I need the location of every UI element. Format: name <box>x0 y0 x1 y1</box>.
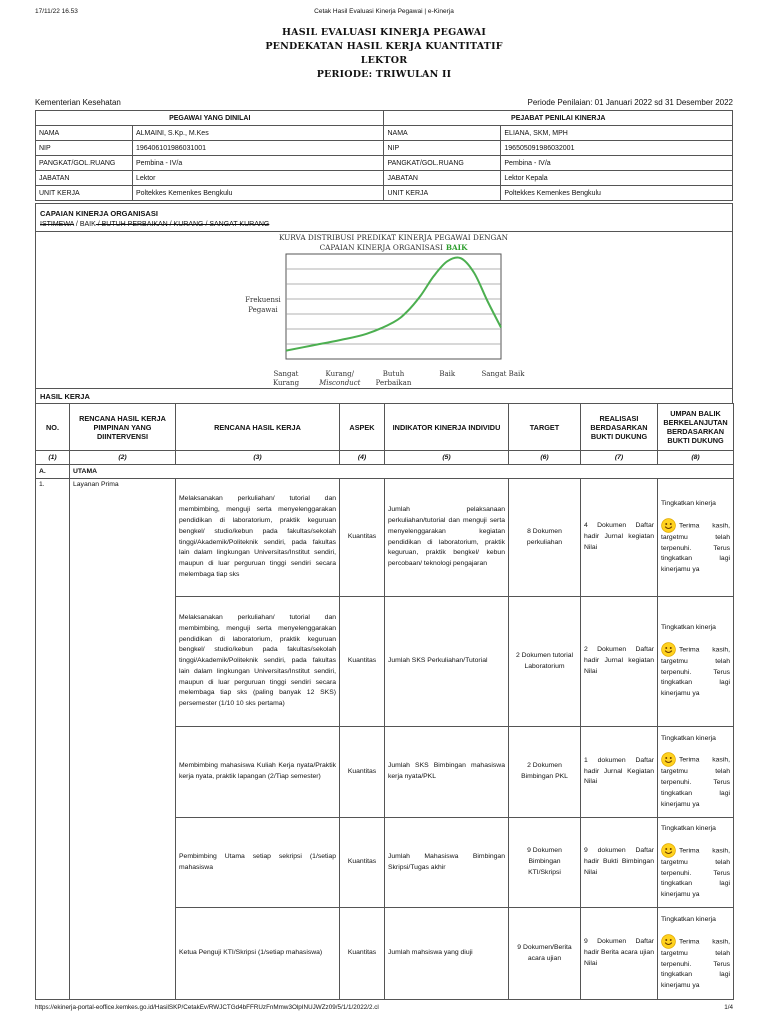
table-row <box>36 479 734 597</box>
title-line-3: LEKTOR <box>360 55 408 66</box>
pejabat-label: JABATAN <box>384 171 501 186</box>
realisasi: 1 dokumen Daftar hadir Jurnal Kegiatan Nilai <box>581 727 658 818</box>
x-tick-label: Butuh <box>382 370 405 378</box>
col-header: NO. <box>36 404 70 451</box>
feedback-line: Tingkatkan kinerja <box>661 734 716 742</box>
col-header: RENCANA HASIL KERJA PIMPINAN YANG DIINTERVENSI <box>70 404 176 451</box>
feedback-line: Tingkatkan kinerja <box>661 624 716 631</box>
section-row <box>36 465 734 479</box>
col-index: (7) <box>581 451 658 465</box>
capaian-kinerja-organisasi <box>35 203 733 389</box>
chart-grid <box>286 254 501 359</box>
col-index: (8) <box>658 451 734 465</box>
feedback-text <box>661 752 730 810</box>
aspek: Kuantitas <box>340 908 385 1000</box>
feedback-message: Terima kasih, targetmu telah terpenuhi. Terus tingkatkan lagi kinerjamu ya <box>661 646 730 698</box>
pegawai-value: ALMAINI, S.Kp., M.Kes <box>132 126 384 141</box>
pejabat-value: 196505091986032001 <box>501 141 733 156</box>
col-index: (4) <box>340 451 385 465</box>
print-page-title: Cetak Hasil Evaluasi Kinerja Pegawai | e-Kinerja <box>314 8 454 15</box>
title-line-2: PENDEKATAN HASIL KERJA KUANTITATIF <box>265 41 503 52</box>
pegawai-label: NAMA <box>36 126 133 141</box>
rencana-hasil-kerja: Melaksanakan perkuliahan/ tutorial dan membimbing, menguji serta menyelenggarakan pendidikan di laboratorium, praktik keguruan bengkel/ studio/kebun pada fakultas/sekolah tinggi/Akademik/Politeknik sendiri, pada fakultas lain dalam lingkungan Universitas/Institut sendiri, maupun di luar perguruan tinggi sendiri secara melembaga tiap sks (paling banyak 12 SKS) persemester (1/10 10 sks pertama) <box>176 597 340 727</box>
pegawai-label: PANGKAT/GOL.RUANG <box>36 156 133 171</box>
target: 2 Dokumen Bimbingan PKL <box>509 727 581 818</box>
column-index-row <box>36 451 734 465</box>
page-url: https://ekinerja-portal-eoffice.kemkes.go.id/HasilSKP/CetakEv/RWJCTGd4bFFRUzFnMmw3OlpINUJWZz09/5/1/1/2022/2.cl <box>35 1004 379 1011</box>
rencana-hasil-kerja: Ketua Penguji KTI/Skripsi (1/setiap mahasiswa) <box>176 908 340 1000</box>
smiley-icon <box>661 642 676 657</box>
org-name: Kementerian Kesehatan <box>35 98 121 107</box>
chart-ylabel-line-1: Frekuensi <box>245 296 281 304</box>
predikat-baik: BAIK <box>79 221 96 228</box>
col-index: (2) <box>70 451 176 465</box>
col-header: RENCANA HASIL KERJA <box>176 404 340 451</box>
pegawai-value: Poltekkes Kemenkes Bengkulu <box>132 186 384 201</box>
pegawai-value: Lektor <box>132 171 384 186</box>
title-line-1: HASIL EVALUASI KINERJA PEGAWAI <box>282 27 486 38</box>
indikator-kinerja: Jumlah pelaksanaan perkuliahan/tutorial dan menguji serta menyelenggarakan kegiatan pendidikan di laboratorium, praktik keguruan, praktik bengkel/ kebun percobaan/ teknologi pengajaran <box>385 479 509 597</box>
target: 9 Dokumen Bimbingan KTI/Skripsi <box>509 818 581 908</box>
pegawai-value: 196406101986031001 <box>132 141 384 156</box>
realisasi: 2 Dokumen Daftar hadir Jurnal kegiatan Nilai <box>581 597 658 727</box>
umpan-balik <box>658 479 734 597</box>
row-number: 1. <box>36 479 70 1000</box>
pegawai-value: Pembina - IV/a <box>132 156 384 171</box>
x-tick-label: Sangat <box>273 370 299 378</box>
col-header: TARGET <box>509 404 581 451</box>
pejabat-header: PEJABAT PENILAI KINERJA <box>384 111 733 126</box>
title-line-4: PERIODE: TRIWULAN II <box>316 69 452 80</box>
feedback-text <box>661 518 730 576</box>
chart-title-line-2 <box>320 243 469 252</box>
chart-title-text: CAPAIAN KINERJA ORGANISASI <box>319 243 443 252</box>
pegawai-label: NIP <box>36 141 133 156</box>
rencana-hasil-kerja: Melaksanakan perkuliahan/ tutorial dan membimbing, menguji serta menyelenggarakan pendidikan di laboratorium, praktik keguruan bengkel/ studio/kebun pada fakultas/sekolah tinggi/Akademik/Politeknik sendiri, pada fakultas lain dalam lingkungan Universitas/Institut sendiri, maupun di luar perguruan tinggi sendiri secara melembaga tiap sks <box>176 479 340 597</box>
pejabat-value: Pembina - IV/a <box>501 156 733 171</box>
periode-penilaian: Periode Penilaian: 01 Januari 2022 sd 31 Desember 2022 <box>527 98 733 107</box>
pejabat-label: PANGKAT/GOL.RUANG <box>384 156 501 171</box>
pejabat-label: NAMA <box>384 126 501 141</box>
capaian-title: CAPAIAN KINERJA ORGANISASI <box>40 209 158 218</box>
umpan-balik <box>658 818 734 908</box>
document-title <box>0 26 768 82</box>
feedback-text <box>661 843 730 901</box>
x-tick-label-line2: Kurang <box>272 379 300 387</box>
feedback-message: Terima kasih, targetmu telah terpenuhi. Terus tingkatkan lagi kinerjamu ya <box>661 522 730 574</box>
indikator-kinerja: Jumlah mahsiswa yang diuji <box>385 908 509 1000</box>
feedback-text <box>661 934 730 992</box>
realisasi: 9 Dokumen Daftar hadir Berita acara ujian Nilai <box>581 908 658 1000</box>
predikat-rest: / BUTUH PERBAIKAN / KURANG / SANGAT KURANG <box>95 221 270 228</box>
distribution-chart <box>36 204 732 388</box>
table-header-row <box>36 404 734 451</box>
feedback-text <box>661 642 730 700</box>
pegawai-header: PEGAWAI YANG DINILAI <box>36 111 384 126</box>
x-tick-label: Kurang/ <box>325 370 354 378</box>
feedback-line: Tingkatkan kinerja <box>661 825 716 832</box>
feedback-message: Terima kasih, targetmu telah terpenuhi. Terus tingkatkan lagi kinerjamu ya <box>661 938 730 990</box>
x-tick-label-line2: Misconduct <box>319 379 361 387</box>
aspek: Kuantitas <box>340 727 385 818</box>
hasil-kerja-title: HASIL KERJA <box>35 389 733 404</box>
chart-title-line-1: KURVA DISTRIBUSI PREDIKAT KINERJA PEGAWAI DENGAN <box>278 233 509 242</box>
col-header: REALISASI BERDASARKAN BUKTI DUKUNG <box>581 404 658 451</box>
hasil-kerja-table <box>35 403 734 1000</box>
section-label: UTAMA <box>70 465 734 479</box>
pejabat-value: Poltekkes Kemenkes Bengkulu <box>501 186 733 201</box>
rhk-pimpinan: Layanan Prima <box>70 479 176 1000</box>
x-tick-label: Sangat Baik <box>481 370 525 378</box>
col-index: (6) <box>509 451 581 465</box>
chart-title-highlight: BAIK <box>445 243 468 252</box>
chart-x-labels <box>273 370 525 387</box>
rencana-hasil-kerja: Pembimbing Utama setiap sekripsi (1/setiap mahasiswa <box>176 818 340 908</box>
smiley-icon <box>661 752 676 767</box>
col-index: (1) <box>36 451 70 465</box>
indikator-kinerja: Jumlah SKS Bimbingan mahasiswa kerja nyata/PKL <box>385 727 509 818</box>
col-header: INDIKATOR KINERJA INDIVIDU <box>385 404 509 451</box>
indikator-kinerja: Jumlah SKS Perkuliahan/Tutorial <box>385 597 509 727</box>
pegawai-label: UNIT KERJA <box>36 186 133 201</box>
umpan-balik <box>658 908 734 1000</box>
chart-ylabel-line-2: Pegawai <box>248 306 278 314</box>
col-index: (3) <box>176 451 340 465</box>
indikator-kinerja: Jumlah Mahasiswa Bimbingan Skripsi/Tugas akhir <box>385 818 509 908</box>
realisasi: 9 dokumen Daftar hadir Bukti Bimbingan Nilai <box>581 818 658 908</box>
feedback-message: Terima kasih, targetmu telah terpenuhi. Terus tingkatkan lagi kinerjamu ya <box>661 756 730 808</box>
x-tick-label-line2: Perbaikan <box>375 379 412 387</box>
identity-table <box>35 110 733 201</box>
feedback-line: Tingkatkan kinerja <box>661 916 716 923</box>
col-index: (5) <box>385 451 509 465</box>
x-tick-label: Baik <box>439 370 456 378</box>
col-header: UMPAN BALIK BERKELANJUTAN BERDASARKAN BUKTI DUKUNG <box>658 404 734 451</box>
print-timestamp: 17/11/22 16.53 <box>35 8 78 15</box>
aspek: Kuantitas <box>340 479 385 597</box>
feedback-message: Terima kasih, targetmu telah terpenuhi. Terus tingkatkan lagi kinerjamu ya <box>661 847 730 899</box>
umpan-balik <box>658 727 734 818</box>
section-no: A. <box>36 465 70 479</box>
smiley-icon <box>661 934 676 949</box>
feedback-line: Tingkatkan kinerja <box>661 500 716 507</box>
pegawai-label: JABATAN <box>36 171 133 186</box>
umpan-balik <box>658 597 734 727</box>
smiley-icon <box>661 518 676 533</box>
col-header: ASPEK <box>340 404 385 451</box>
smiley-icon <box>661 843 676 858</box>
aspek: Kuantitas <box>340 597 385 727</box>
target: 8 Dokumen perkuliahan <box>509 479 581 597</box>
page-number: 1/4 <box>724 1004 733 1011</box>
realisasi: 4 Dokumen Daftar hadir Jurnal kegiatan Nilai <box>581 479 658 597</box>
rencana-hasil-kerja: Membimbing mahasiswa Kuliah Kerja nyata/Praktik kerja nyata, praktik lapangan (2/Tiap semester) <box>176 727 340 818</box>
target: 9 Dokumen/Berita acara ujian <box>509 908 581 1000</box>
target: 2 Dokumen tutorial Laboratorium <box>509 597 581 727</box>
chart-frame <box>286 254 501 359</box>
pejabat-label: NIP <box>384 141 501 156</box>
pejabat-value: Lektor Kepala <box>501 171 733 186</box>
aspek: Kuantitas <box>340 818 385 908</box>
predikat-istimewa: ISTIMEWA <box>40 221 74 228</box>
predikat-separator: / <box>73 221 80 228</box>
pejabat-label: UNIT KERJA <box>384 186 501 201</box>
pejabat-value: ELIANA, SKM, MPH <box>501 126 733 141</box>
